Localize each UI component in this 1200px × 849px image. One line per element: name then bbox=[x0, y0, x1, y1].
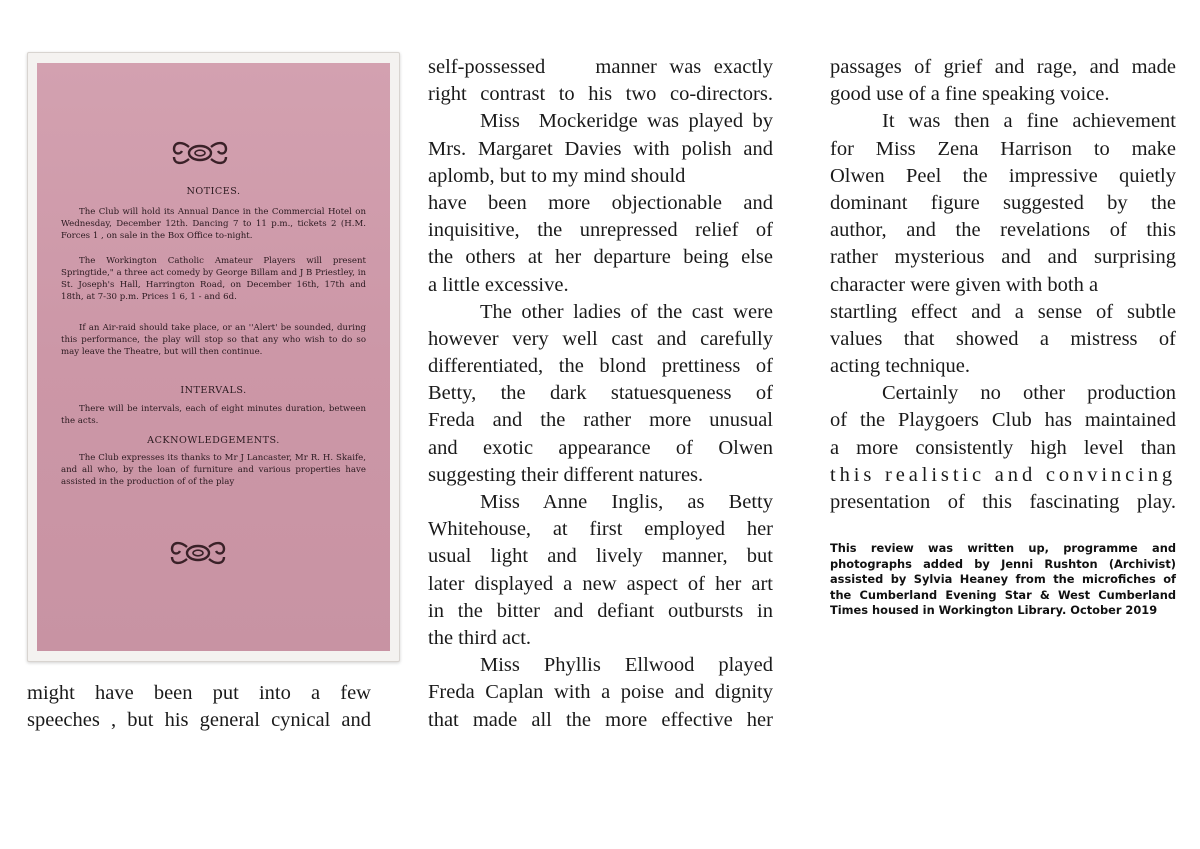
text-line: the others at her departure being else bbox=[428, 246, 773, 269]
text-line: Freda and the rather more unusual bbox=[428, 409, 773, 432]
programme-page bbox=[37, 63, 390, 651]
text-line: startling effect and a sense of subtle bbox=[830, 300, 1176, 323]
text-line: presentation of this fascinating play. bbox=[830, 491, 1176, 513]
text-line: Miss Anne Inglis, as Betty bbox=[480, 491, 773, 513]
text-line: and exotic appearance of Olwen bbox=[428, 436, 773, 459]
text-line: usual light and lively manner, but bbox=[428, 545, 773, 568]
credit-note bbox=[830, 541, 1176, 619]
text-line: of the Playgoers Club has maintained bbox=[830, 409, 1176, 432]
review-column-2 bbox=[428, 54, 773, 734]
text-line: differentiated, the blond prettiness of bbox=[428, 355, 773, 378]
text-line: Freda Caplan with a poise and dignity bbox=[428, 681, 773, 704]
text-line: Miss Phyllis Ellwood played bbox=[480, 654, 773, 677]
text-line: self-possessed manner was exactly bbox=[428, 56, 773, 78]
text-line: suggesting their different natures. bbox=[428, 463, 704, 486]
text-line: acting technique. bbox=[830, 355, 971, 378]
text-line: It was then a fine achievement bbox=[882, 110, 1176, 133]
text-line: however very well cast and carefully bbox=[428, 327, 773, 350]
text-line: author, and the revelations of this bbox=[830, 219, 1176, 242]
notices-paragraph-3: If an Air-raid should take place, or an ''Alert' be sounded, during this performance, the play will stop so that any who wish to do so may leave the Theatre, but will then continue. bbox=[61, 323, 366, 357]
credit-note-last-line: Times housed in Workington Library. October 2019 bbox=[830, 603, 1158, 618]
text-line: Whitehouse, at first employed her bbox=[428, 518, 773, 541]
text-line: for Miss Zena Harrison to make bbox=[830, 137, 1176, 160]
text-line: Certainly no other production bbox=[882, 382, 1176, 405]
text-line: right contrast to his two co-directors. bbox=[428, 83, 773, 106]
text-line: Miss Mockeridge was played by bbox=[480, 110, 773, 133]
text-line: values that showed a mistress of bbox=[830, 327, 1176, 350]
text-line: that made all the more effective her bbox=[428, 708, 773, 731]
text-line: later displayed a new aspect of her art bbox=[428, 572, 773, 595]
text-line: have been more objectionable and bbox=[428, 191, 773, 214]
ornament-icon bbox=[168, 538, 228, 568]
notices-paragraph-1: The Club will hold its Annual Dance in the Commercial Hotel on Wednesday, December 12th. Dancing 7 to 11 p.m., tickets 2 (H.M. Forces 1 , on sale in the Box Office to-night. bbox=[61, 207, 366, 241]
text-line: this realistic and convincing bbox=[830, 463, 1176, 486]
programme-photo-frame bbox=[27, 52, 400, 662]
acknowledgements-heading: ACKNOWLEDGEMENTS. bbox=[147, 435, 280, 446]
notices-paragraph-2: The Workington Catholic Amateur Players will present Springtide," a three act comedy by George Billam and J B Priestley, in St. Joseph's Hall, Harrington Road, on December 16th, 17th and 18th, at 7-30 p.m. Prices 1 6, 1 - and 6d. bbox=[61, 256, 366, 302]
text-line: speeches , but his general cynical and bbox=[27, 709, 371, 732]
text-line: Mrs. Margaret Davies with polish and bbox=[428, 137, 773, 160]
text-line: a little excessive. bbox=[428, 273, 569, 296]
ornament-icon bbox=[170, 138, 230, 168]
acknowledgements-paragraph: The Club expresses its thanks to Mr J Lancaster, Mr R. H. Skaife, and all who, by the loan of furniture and various properties have assisted in the production of of the play bbox=[61, 453, 366, 487]
text-line: Olwen Peel the impressive quietly bbox=[830, 164, 1176, 187]
text-line: character were given with both a bbox=[830, 273, 1099, 296]
text-line: inquisitive, the unrepressed relief of bbox=[428, 219, 773, 242]
review-column-3 bbox=[830, 54, 1176, 516]
intervals-paragraph: There will be intervals, each of eight minutes duration, between the acts. bbox=[61, 404, 366, 426]
text-line: dominant figure suggested by the bbox=[830, 191, 1176, 214]
text-line: aplomb, but to my mind should bbox=[428, 164, 686, 187]
credit-note-text: This review was written up, programme and photographs added by Jenni Rushton (Archivist) assisted by Sylvia Heaney from the microfiches of the Cumberland Evening Star & West Cumberland bbox=[830, 541, 1176, 602]
text-line: a more consistently high level than bbox=[830, 436, 1176, 459]
intervals-heading: INTERVALS. bbox=[180, 385, 247, 396]
text-line: in the bitter and defiant outbursts in bbox=[428, 599, 773, 622]
review-column-1 bbox=[27, 680, 371, 734]
text-line: The other ladies of the cast were bbox=[480, 300, 773, 323]
text-line: the third act. bbox=[428, 626, 532, 649]
text-line: good use of a fine speaking voice. bbox=[830, 83, 1110, 106]
text-line: might have been put into a few bbox=[27, 682, 371, 704]
text-line: Betty, the dark statuesqueness of bbox=[428, 382, 773, 405]
text-line: passages of grief and rage, and made bbox=[830, 56, 1176, 78]
text-line: rather mysterious and and surprising bbox=[830, 246, 1176, 269]
notices-heading: NOTICES. bbox=[186, 186, 241, 197]
